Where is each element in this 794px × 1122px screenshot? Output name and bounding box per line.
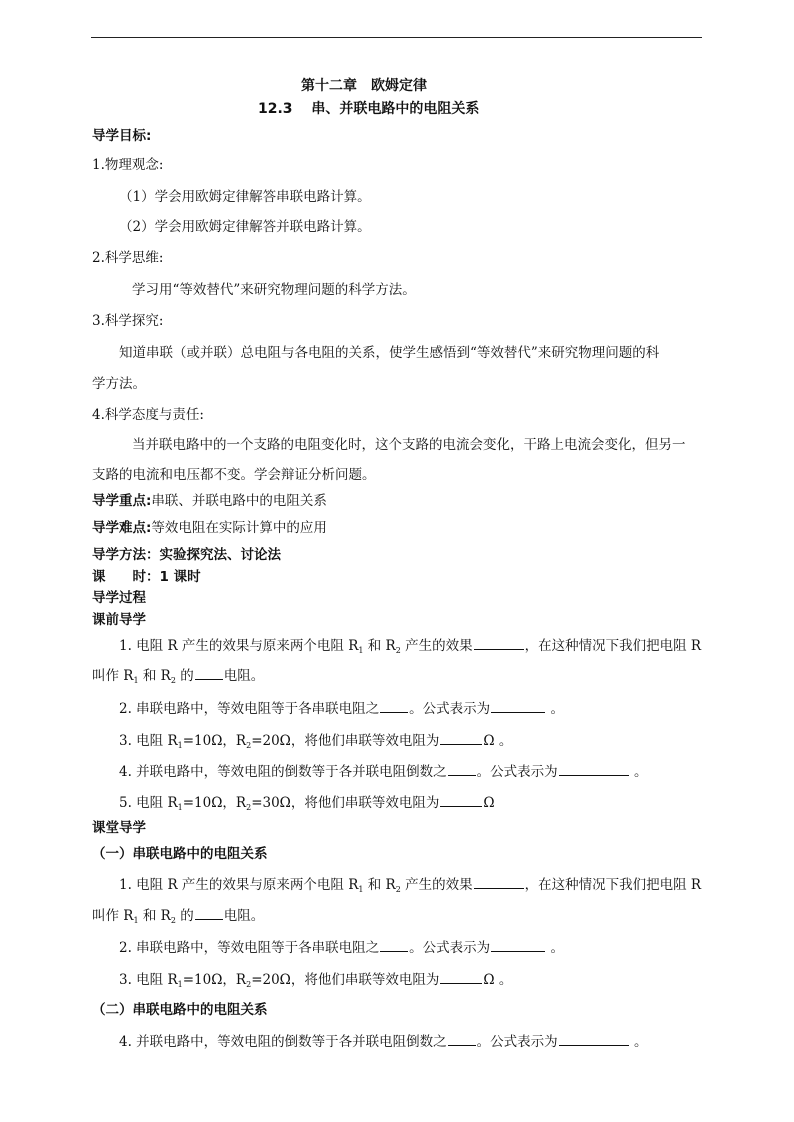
teaching-method: 导学方法：实验探究法、讨论法: [92, 547, 281, 563]
difficulty-label: 导学难点:: [92, 520, 152, 536]
answer-blank[interactable]: [559, 1033, 629, 1046]
physics-concept-label: 1.物理观念:: [92, 157, 164, 173]
pre-q3-text-a: 3. 电阻 R: [119, 733, 178, 749]
class-q1-text-c: 产生的效果: [400, 877, 473, 893]
class-period-value: 1 课时: [159, 569, 201, 585]
science-attitude-text-2: 支路的电流和电压都不变。学会辩证分析问题。: [92, 467, 376, 483]
answer-blank[interactable]: [474, 637, 524, 650]
class-q4: [119, 1033, 647, 1050]
in-class-part-2: （二）串联电路中的电阻关系: [92, 1002, 268, 1018]
pre-q5-text-b: =10Ω，R: [182, 795, 247, 811]
class-q3: [119, 971, 512, 990]
pre-q4-text-b: 。公式表示为: [476, 764, 558, 780]
subscript: 1: [358, 885, 364, 894]
pre-q3: [119, 732, 512, 751]
subscript: 1: [133, 676, 139, 685]
pre-q1: [119, 637, 701, 656]
science-thinking-label: 2.科学思维:: [92, 250, 164, 266]
difficulty-text: 等效电阻在实际计算中的应用: [151, 520, 327, 536]
class-q1-cont: [92, 907, 264, 926]
pre-q3-text-b: =10Ω，R: [182, 733, 247, 749]
answer-blank[interactable]: [380, 939, 408, 952]
physics-concept-item-2: （2）学会用欧姆定律解答并联电路计算。: [119, 219, 371, 235]
class-q3-text-b: =10Ω，R: [182, 972, 247, 988]
science-thinking-text: 学习用“等效替代”来研究物理问题的科学方法。: [132, 282, 416, 298]
class-q1-cont-text-c: 的: [175, 908, 194, 924]
physics-concept-item-1: （1）学会用欧姆定律解答串联电路计算。: [119, 189, 371, 205]
class-period-label: 课 时：: [92, 569, 160, 585]
class-q1: [119, 876, 701, 895]
answer-blank[interactable]: [195, 907, 223, 920]
pre-q1-cont: [92, 667, 264, 686]
subscript: 2: [170, 916, 176, 925]
answer-blank[interactable]: [440, 794, 482, 807]
class-q2-text-b: 。公式表示为: [409, 940, 491, 956]
pre-q1-cont-text-c: 的: [175, 668, 194, 684]
subscript: 1: [358, 646, 364, 655]
answer-blank[interactable]: [448, 763, 476, 776]
class-q4-text-b: 。公式表示为: [476, 1034, 558, 1050]
pre-q5-text-a: 5. 电阻 R: [119, 795, 178, 811]
pre-q4: [119, 763, 647, 780]
answer-blank[interactable]: [491, 939, 545, 952]
subscript: 1: [177, 803, 183, 812]
class-q4-text-c: 。: [629, 1034, 648, 1050]
class-q3-text-a: 3. 电阻 R: [119, 972, 178, 988]
class-q2-text-a: 2. 串联电路中，等效电阻等于各串联电阻之: [119, 940, 380, 956]
pre-q5-text-c: =30Ω，将他们串联等效电阻为: [251, 795, 440, 811]
pre-q2: [119, 700, 564, 717]
pre-q1-text-d: ，在这种情况下我们把电阻 R: [524, 638, 702, 654]
difficulty: [92, 520, 327, 536]
pre-q1-text-c: 产生的效果: [400, 638, 473, 654]
class-q1-text-d: ，在这种情况下我们把电阻 R: [524, 877, 702, 893]
objectives-heading: 导学目标:: [92, 128, 152, 144]
class-q3-text-c: =20Ω，将他们串联等效电阻为: [251, 972, 440, 988]
header-rule: [91, 37, 702, 38]
chapter-title: 第十二章 欧姆定律: [301, 78, 427, 94]
answer-blank[interactable]: [195, 667, 223, 680]
answer-blank[interactable]: [380, 700, 408, 713]
class-q3-text-d: Ω 。: [483, 972, 513, 988]
answer-blank[interactable]: [491, 700, 545, 713]
pre-q1-cont-text-b: 和 R: [138, 668, 171, 684]
pre-class-heading: 课前导学: [92, 612, 146, 628]
in-class-part-1: （一）串联电路中的电阻关系: [92, 846, 268, 862]
science-attitude-label: 4.科学态度与责任:: [92, 407, 204, 423]
class-q2-text-c: 。: [546, 940, 564, 956]
class-period: [92, 569, 201, 585]
subscript: 2: [170, 676, 176, 685]
science-inquiry-text-2: 学方法。: [92, 376, 146, 392]
class-q1-cont-text-b: 和 R: [138, 908, 171, 924]
pre-q4-text-c: 。: [629, 764, 648, 780]
pre-q2-text-b: 。公式表示为: [409, 701, 491, 717]
pre-q2-text-c: 。: [546, 701, 564, 717]
subscript: 2: [246, 741, 252, 750]
pre-q4-text-a: 4. 并联电路中，等效电阻的倒数等于各并联电阻倒数之: [119, 764, 447, 780]
pre-q5-text-d: Ω: [483, 795, 495, 811]
section-title: 12.3 串、并联电路中的电阻关系: [258, 101, 480, 117]
class-q1-cont-text-d: 电阻。: [223, 908, 265, 924]
process-heading: 导学过程: [92, 590, 146, 606]
pre-q1-cont-text-a: 叫作 R: [92, 668, 134, 684]
subscript: 2: [395, 885, 401, 894]
subscript: 1: [177, 980, 183, 989]
class-q1-cont-text-a: 叫作 R: [92, 908, 134, 924]
pre-q5: [119, 794, 495, 813]
key-point-text: 串联、并联电路中的电阻关系: [151, 493, 327, 509]
class-q1-text-a: 1. 电阻 R 产生的效果与原来两个电阻 R: [119, 877, 359, 893]
pre-q1-text-b: 和 R: [363, 638, 396, 654]
pre-q1-text-a: 1. 电阻 R 产生的效果与原来两个电阻 R: [119, 638, 359, 654]
science-inquiry-label: 3.科学探究:: [92, 313, 164, 329]
answer-blank[interactable]: [440, 971, 482, 984]
answer-blank[interactable]: [440, 732, 482, 745]
key-point: [92, 493, 327, 509]
science-inquiry-text-1: 知道串联（或并联）总电阻与各电阻的关系，使学生感悟到“等效替代”来研究物理问题的科: [119, 345, 660, 361]
class-q2: [119, 939, 564, 956]
pre-q2-text-a: 2. 串联电路中，等效电阻等于各串联电阻之: [119, 701, 380, 717]
science-attitude-text-1: 当并联电路中的一个支路的电阻变化时，这个支路的电流会变化，干路上电流会变化，但另一: [132, 437, 686, 453]
subscript: 2: [246, 803, 252, 812]
answer-blank[interactable]: [448, 1033, 476, 1046]
answer-blank[interactable]: [474, 876, 524, 889]
subscript: 2: [395, 646, 401, 655]
key-point-label: 导学重点:: [92, 493, 152, 509]
pre-q3-text-c: =20Ω，将他们串联等效电阻为: [251, 733, 440, 749]
pre-q3-text-d: Ω 。: [483, 733, 513, 749]
class-q4-text-a: 4. 并联电路中，等效电阻的倒数等于各并联电阻倒数之: [119, 1034, 447, 1050]
subscript: 1: [133, 916, 139, 925]
subscript: 2: [246, 980, 252, 989]
in-class-heading: 课堂导学: [92, 820, 146, 836]
subscript: 1: [177, 741, 183, 750]
class-q1-text-b: 和 R: [363, 877, 396, 893]
pre-q1-cont-text-d: 电阻。: [223, 668, 265, 684]
answer-blank[interactable]: [559, 763, 629, 776]
